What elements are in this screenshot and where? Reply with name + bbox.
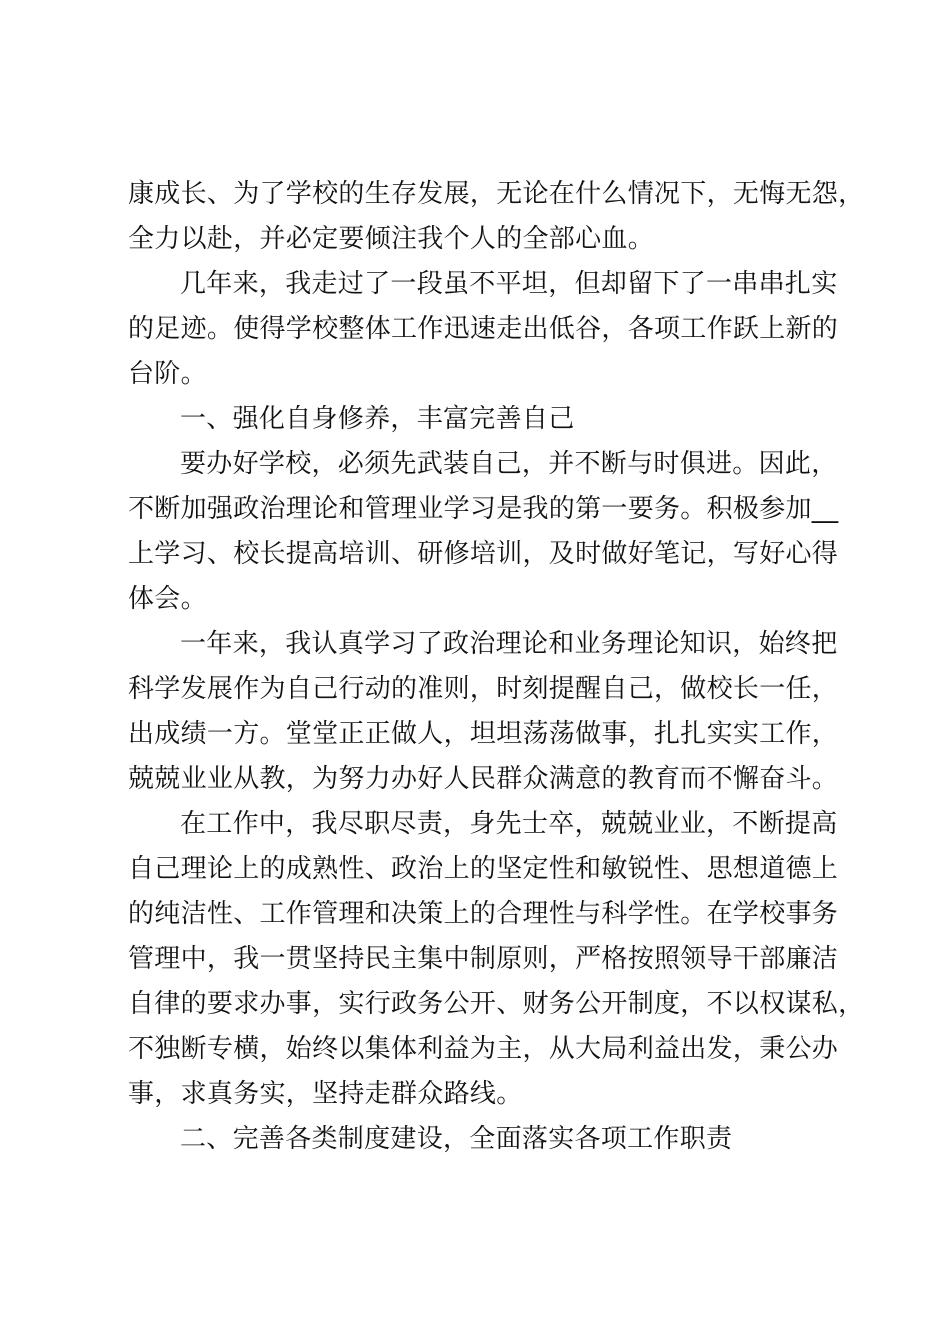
text-line: 康成长、为了学校的生存发展，无论在什么情况下，无悔无怨， bbox=[128, 179, 865, 209]
text-line: 事，求真务实，坚持走群众路线。 bbox=[128, 1079, 523, 1109]
text-line: 自己理论上的成熟性、政治上的坚定性和敏锐性、思想道德上 bbox=[128, 854, 839, 884]
text-line: 的纯洁性、工作管理和决策上的合理性与科学性。在学校事务 bbox=[128, 899, 839, 929]
text-line: 管理中，我一贯坚持民主集中制原则，严格按照领导干部廉洁 bbox=[128, 944, 839, 974]
text-line: 的足迹。使得学校整体工作迅速走出低谷，各项工作跃上新的 bbox=[128, 314, 839, 344]
text-line: 全力以赴，并必定要倾注我个人的全部心血。 bbox=[128, 224, 655, 254]
paragraph-start-line: 在工作中，我尽职尽责，身先士卒，兢兢业业，不断提高 bbox=[180, 809, 838, 839]
text-line: 不断加强政治理论和管理业学习是我的第一要务。积极参加__ bbox=[128, 494, 839, 524]
paragraph-start-line: 几年来，我走过了一段虽不平坦，但却留下了一串串扎实 bbox=[180, 269, 838, 299]
document-body bbox=[128, 172, 865, 1162]
paragraph-start-line: 要办好学校，必须先武装自己，并不断与时俱进。因此， bbox=[180, 449, 838, 479]
section-heading-1: 一、强化自身修养，丰富完善自己 bbox=[180, 404, 575, 434]
paragraph-start-line: 一年来，我认真学习了政治理论和业务理论知识，始终把 bbox=[180, 629, 838, 659]
text-line: 科学发展作为自己行动的准则，时刻提醒自己，做校长一任， bbox=[128, 674, 839, 704]
text-line: 上学习、校长提高培训、研修培训，及时做好笔记，写好心得 bbox=[128, 539, 839, 569]
text-line: 体会。 bbox=[128, 584, 207, 614]
section-heading-2: 二、完善各类制度建设，全面落实各项工作职责 bbox=[180, 1124, 733, 1154]
text-line: 不独断专横，始终以集体利益为主，从大局利益出发，秉公办 bbox=[128, 1034, 839, 1064]
text-line: 兢兢业业从教，为努力办好人民群众满意的教育而不懈奋斗。 bbox=[128, 764, 839, 794]
text-line: 自律的要求办事，实行政务公开、财务公开制度，不以权谋私， bbox=[128, 989, 865, 1019]
text-line: 出成绩一方。堂堂正正做人，坦坦荡荡做事，扎扎实实工作， bbox=[128, 719, 839, 749]
text-line: 台阶。 bbox=[128, 359, 207, 389]
